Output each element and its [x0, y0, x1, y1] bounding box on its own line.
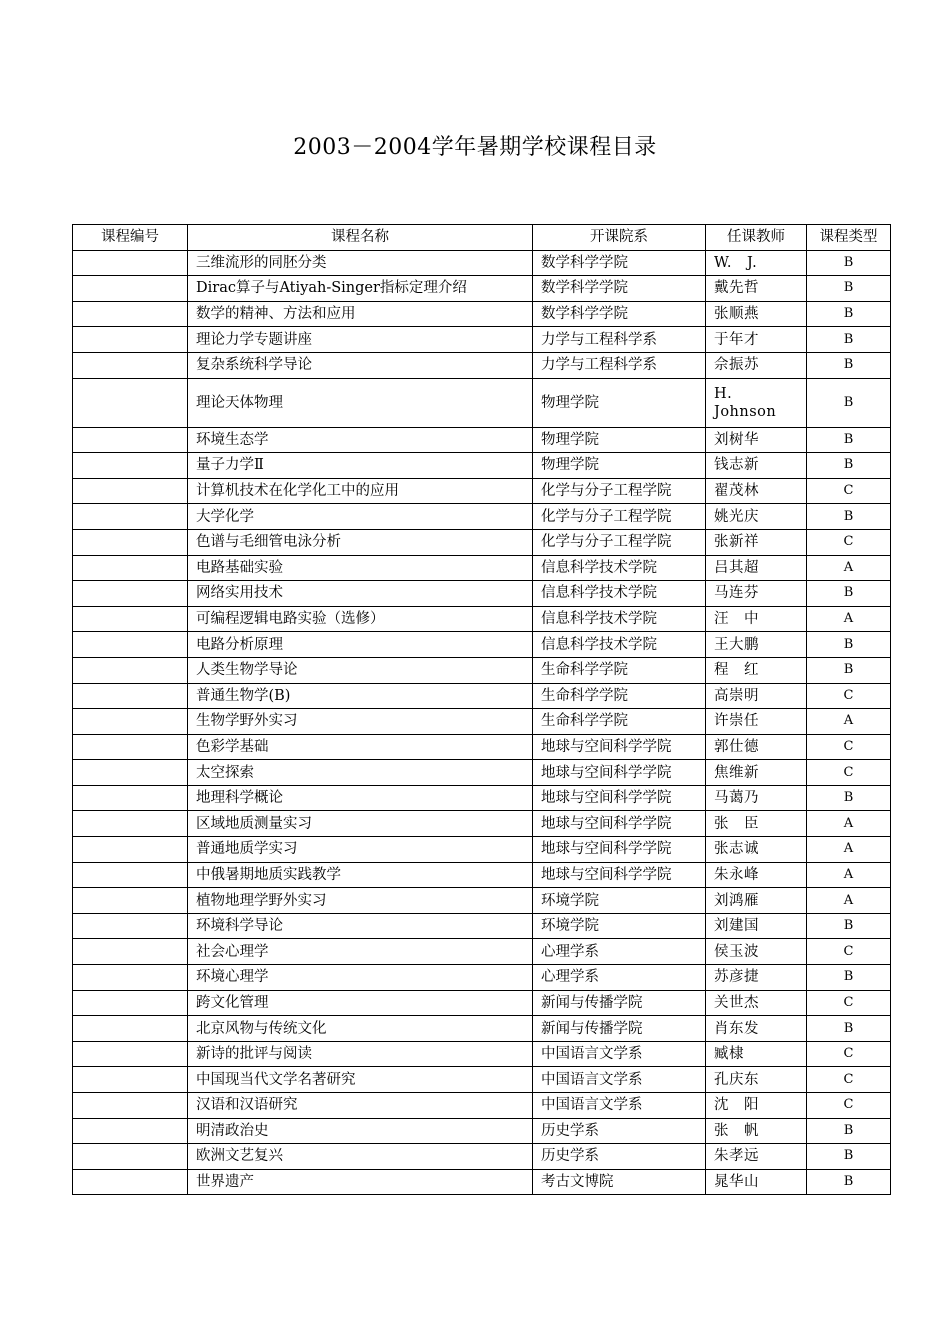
cell-course-code	[73, 990, 188, 1016]
cell-department: 地球与空间科学学院	[533, 862, 706, 888]
table-row	[73, 862, 891, 888]
cell-course-code	[73, 888, 188, 914]
cell-course-name: 植物地理学野外实习	[188, 888, 533, 914]
cell-course-name: Dirac算子与Atiyah-Singer指标定理介绍	[188, 276, 533, 302]
cell-course-code	[73, 581, 188, 607]
cell-course-code	[73, 683, 188, 709]
table-header-row	[73, 225, 891, 251]
table-row	[73, 1041, 891, 1067]
cell-department: 化学与分子工程学院	[533, 478, 706, 504]
table-row	[73, 504, 891, 530]
table-row	[73, 327, 891, 353]
cell-teacher: 张志诚	[706, 837, 807, 863]
cell-department: 环境学院	[533, 913, 706, 939]
cell-department: 数学科学学院	[533, 276, 706, 302]
table-row	[73, 837, 891, 863]
table-row	[73, 1067, 891, 1093]
cell-teacher: 高崇明	[706, 683, 807, 709]
cell-department: 地球与空间科学学院	[533, 837, 706, 863]
table-row	[73, 352, 891, 378]
cell-department: 物理学院	[533, 378, 706, 427]
cell-course-name: 理论天体物理	[188, 378, 533, 427]
cell-course-type: B	[807, 453, 891, 479]
table-row	[73, 785, 891, 811]
cell-department: 地球与空间科学学院	[533, 811, 706, 837]
table-row	[73, 378, 891, 427]
cell-department: 历史学系	[533, 1118, 706, 1144]
cell-course-code	[73, 606, 188, 632]
table-row	[73, 529, 891, 555]
cell-course-name: 理论力学专题讲座	[188, 327, 533, 353]
cell-teacher: 晁华山	[706, 1169, 807, 1195]
cell-teacher: W. J.	[706, 250, 807, 276]
cell-teacher: 沈 阳	[706, 1093, 807, 1119]
table-row	[73, 734, 891, 760]
cell-course-type: B	[807, 250, 891, 276]
table-row	[73, 1093, 891, 1119]
cell-course-name: 环境心理学	[188, 965, 533, 991]
table-row	[73, 657, 891, 683]
cell-department: 生命科学学院	[533, 657, 706, 683]
cell-teacher: 钱志新	[706, 453, 807, 479]
cell-course-name: 环境生态学	[188, 427, 533, 453]
cell-department: 物理学院	[533, 427, 706, 453]
cell-course-code	[73, 913, 188, 939]
cell-department: 力学与工程科学系	[533, 352, 706, 378]
table-row	[73, 760, 891, 786]
cell-course-type: B	[807, 1169, 891, 1195]
cell-course-code	[73, 862, 188, 888]
table-row	[73, 453, 891, 479]
cell-course-code	[73, 837, 188, 863]
cell-course-code	[73, 709, 188, 735]
header-course-code: 课程编号	[73, 225, 188, 251]
cell-department: 新闻与传播学院	[533, 1016, 706, 1042]
table-row	[73, 478, 891, 504]
page-title: 2003－2004学年暑期学校课程目录	[293, 135, 657, 160]
cell-teacher: 吕其超	[706, 555, 807, 581]
cell-course-type: B	[807, 352, 891, 378]
cell-teacher: 翟茂林	[706, 478, 807, 504]
cell-teacher: 朱孝远	[706, 1144, 807, 1170]
cell-course-code	[73, 529, 188, 555]
cell-course-type: C	[807, 683, 891, 709]
cell-course-type: C	[807, 529, 891, 555]
cell-course-name: 汉语和汉语研究	[188, 1093, 533, 1119]
cell-course-code	[73, 1067, 188, 1093]
cell-course-name: 计算机技术在化学化工中的应用	[188, 478, 533, 504]
cell-course-name: 大学化学	[188, 504, 533, 530]
cell-teacher: 戴先哲	[706, 276, 807, 302]
cell-course-name: 电路分析原理	[188, 632, 533, 658]
table-row	[73, 276, 891, 302]
cell-course-name: 数学的精神、方法和应用	[188, 301, 533, 327]
cell-department: 地球与空间科学学院	[533, 785, 706, 811]
cell-course-code	[73, 276, 188, 302]
cell-department: 物理学院	[533, 453, 706, 479]
cell-course-code	[73, 1144, 188, 1170]
cell-course-type: A	[807, 606, 891, 632]
cell-course-code	[73, 504, 188, 530]
cell-department: 历史学系	[533, 1144, 706, 1170]
table-row	[73, 965, 891, 991]
cell-course-name: 色谱与毛细管电泳分析	[188, 529, 533, 555]
cell-teacher: 姚光庆	[706, 504, 807, 530]
cell-course-type: C	[807, 734, 891, 760]
cell-department: 数学科学学院	[533, 250, 706, 276]
table-row	[73, 990, 891, 1016]
cell-department: 心理学系	[533, 965, 706, 991]
cell-course-code	[73, 811, 188, 837]
cell-course-name: 色彩学基础	[188, 734, 533, 760]
cell-course-code	[73, 1093, 188, 1119]
cell-teacher: 刘建国	[706, 913, 807, 939]
cell-teacher: 焦维新	[706, 760, 807, 786]
cell-department: 新闻与传播学院	[533, 990, 706, 1016]
cell-course-type: B	[807, 632, 891, 658]
cell-course-name: 三维流形的同胚分类	[188, 250, 533, 276]
cell-course-code	[73, 427, 188, 453]
cell-course-type: B	[807, 1118, 891, 1144]
cell-course-name: 北京风物与传统文化	[188, 1016, 533, 1042]
cell-course-name: 可编程逻辑电路实验（选修）	[188, 606, 533, 632]
cell-course-code	[73, 555, 188, 581]
cell-course-name: 量子力学Ⅱ	[188, 453, 533, 479]
table-row	[73, 888, 891, 914]
cell-course-name: 人类生物学导论	[188, 657, 533, 683]
table-row	[73, 581, 891, 607]
cell-course-type: B	[807, 378, 891, 427]
table-row	[73, 939, 891, 965]
cell-course-name: 世界遗产	[188, 1169, 533, 1195]
cell-department: 力学与工程科学系	[533, 327, 706, 353]
cell-course-name: 复杂系统科学导论	[188, 352, 533, 378]
cell-course-code	[73, 301, 188, 327]
cell-course-type: A	[807, 837, 891, 863]
cell-course-code	[73, 760, 188, 786]
cell-course-name: 社会心理学	[188, 939, 533, 965]
cell-department: 中国语言文学系	[533, 1093, 706, 1119]
cell-teacher: 王大鹏	[706, 632, 807, 658]
cell-course-code	[73, 734, 188, 760]
cell-course-type: B	[807, 276, 891, 302]
cell-teacher: 程 红	[706, 657, 807, 683]
cell-course-code	[73, 1041, 188, 1067]
cell-course-type: A	[807, 862, 891, 888]
cell-course-name: 新诗的批评与阅读	[188, 1041, 533, 1067]
header-teacher: 任课教师	[706, 225, 807, 251]
cell-teacher: 刘鸿雁	[706, 888, 807, 914]
cell-teacher: 张顺燕	[706, 301, 807, 327]
course-table	[72, 224, 891, 1195]
cell-course-type: C	[807, 1093, 891, 1119]
cell-teacher: 朱永峰	[706, 862, 807, 888]
table-row	[73, 1144, 891, 1170]
cell-teacher: 关世杰	[706, 990, 807, 1016]
cell-course-code	[73, 1016, 188, 1042]
cell-teacher: 佘振苏	[706, 352, 807, 378]
cell-teacher: 许崇任	[706, 709, 807, 735]
cell-department: 心理学系	[533, 939, 706, 965]
cell-course-code	[73, 785, 188, 811]
cell-course-type: B	[807, 427, 891, 453]
cell-course-type: B	[807, 1144, 891, 1170]
cell-course-type: C	[807, 939, 891, 965]
cell-department: 信息科学技术学院	[533, 581, 706, 607]
cell-course-name: 欧洲文艺复兴	[188, 1144, 533, 1170]
cell-course-type: A	[807, 888, 891, 914]
cell-department: 地球与空间科学学院	[533, 734, 706, 760]
cell-course-type: B	[807, 913, 891, 939]
table-row	[73, 555, 891, 581]
cell-department: 信息科学技术学院	[533, 555, 706, 581]
cell-teacher: H. Johnson	[706, 378, 807, 427]
cell-course-name: 区域地质测量实习	[188, 811, 533, 837]
cell-department: 环境学院	[533, 888, 706, 914]
cell-course-code	[73, 1118, 188, 1144]
cell-course-type: C	[807, 990, 891, 1016]
cell-course-code	[73, 378, 188, 427]
cell-department: 信息科学技术学院	[533, 606, 706, 632]
cell-course-type: B	[807, 657, 891, 683]
cell-course-code	[73, 453, 188, 479]
cell-department: 地球与空间科学学院	[533, 760, 706, 786]
table-row	[73, 913, 891, 939]
cell-course-name: 网络实用技术	[188, 581, 533, 607]
table-row	[73, 427, 891, 453]
cell-course-type: C	[807, 1067, 891, 1093]
cell-teacher: 肖东发	[706, 1016, 807, 1042]
table-row	[73, 1118, 891, 1144]
cell-course-name: 普通地质学实习	[188, 837, 533, 863]
cell-department: 化学与分子工程学院	[533, 504, 706, 530]
cell-course-type: B	[807, 965, 891, 991]
cell-course-type: B	[807, 327, 891, 353]
cell-teacher: 张 臣	[706, 811, 807, 837]
cell-department: 考古文博院	[533, 1169, 706, 1195]
cell-course-type: C	[807, 478, 891, 504]
cell-department: 中国语言文学系	[533, 1041, 706, 1067]
table-row	[73, 301, 891, 327]
cell-teacher: 于年才	[706, 327, 807, 353]
cell-course-code	[73, 352, 188, 378]
cell-teacher: 臧棣	[706, 1041, 807, 1067]
cell-course-type: B	[807, 581, 891, 607]
cell-course-name: 中俄暑期地质实践教学	[188, 862, 533, 888]
header-department: 开课院系	[533, 225, 706, 251]
cell-course-code	[73, 939, 188, 965]
cell-course-type: C	[807, 1041, 891, 1067]
table-row	[73, 1016, 891, 1042]
cell-course-name: 环境科学导论	[188, 913, 533, 939]
cell-course-name: 生物学野外实习	[188, 709, 533, 735]
cell-course-code	[73, 250, 188, 276]
cell-teacher: 郭仕德	[706, 734, 807, 760]
table-row	[73, 683, 891, 709]
cell-course-type: A	[807, 811, 891, 837]
cell-department: 数学科学学院	[533, 301, 706, 327]
table-row	[73, 250, 891, 276]
cell-course-code	[73, 478, 188, 504]
cell-teacher: 苏彦捷	[706, 965, 807, 991]
cell-department: 化学与分子工程学院	[533, 529, 706, 555]
cell-course-code	[73, 327, 188, 353]
cell-course-type: A	[807, 555, 891, 581]
cell-department: 生命科学学院	[533, 683, 706, 709]
table-row	[73, 811, 891, 837]
cell-teacher: 张 帆	[706, 1118, 807, 1144]
header-course-type: 课程类型	[807, 225, 891, 251]
cell-course-name: 地理科学概论	[188, 785, 533, 811]
cell-teacher: 侯玉波	[706, 939, 807, 965]
cell-teacher: 马蔼乃	[706, 785, 807, 811]
cell-course-name: 普通生物学(B)	[188, 683, 533, 709]
cell-teacher: 张新祥	[706, 529, 807, 555]
cell-teacher: 汪 中	[706, 606, 807, 632]
cell-department: 信息科学技术学院	[533, 632, 706, 658]
table-row	[73, 1169, 891, 1195]
cell-course-name: 中国现当代文学名著研究	[188, 1067, 533, 1093]
cell-teacher: 刘树华	[706, 427, 807, 453]
cell-course-name: 电路基础实验	[188, 555, 533, 581]
cell-course-name: 太空探索	[188, 760, 533, 786]
cell-course-type: B	[807, 301, 891, 327]
table-row	[73, 632, 891, 658]
cell-course-name: 跨文化管理	[188, 990, 533, 1016]
cell-teacher: 马连芬	[706, 581, 807, 607]
cell-course-name: 明清政治史	[188, 1118, 533, 1144]
cell-course-type: B	[807, 1016, 891, 1042]
table-row	[73, 606, 891, 632]
cell-course-type: B	[807, 785, 891, 811]
cell-course-type: B	[807, 504, 891, 530]
cell-department: 生命科学学院	[533, 709, 706, 735]
table-row	[73, 709, 891, 735]
cell-department: 中国语言文学系	[533, 1067, 706, 1093]
cell-course-code	[73, 1169, 188, 1195]
cell-course-type: A	[807, 709, 891, 735]
cell-course-code	[73, 632, 188, 658]
cell-teacher: 孔庆东	[706, 1067, 807, 1093]
table-body	[73, 250, 891, 1195]
cell-course-code	[73, 965, 188, 991]
cell-course-type: C	[807, 760, 891, 786]
header-course-name: 课程名称	[188, 225, 533, 251]
cell-course-code	[73, 657, 188, 683]
